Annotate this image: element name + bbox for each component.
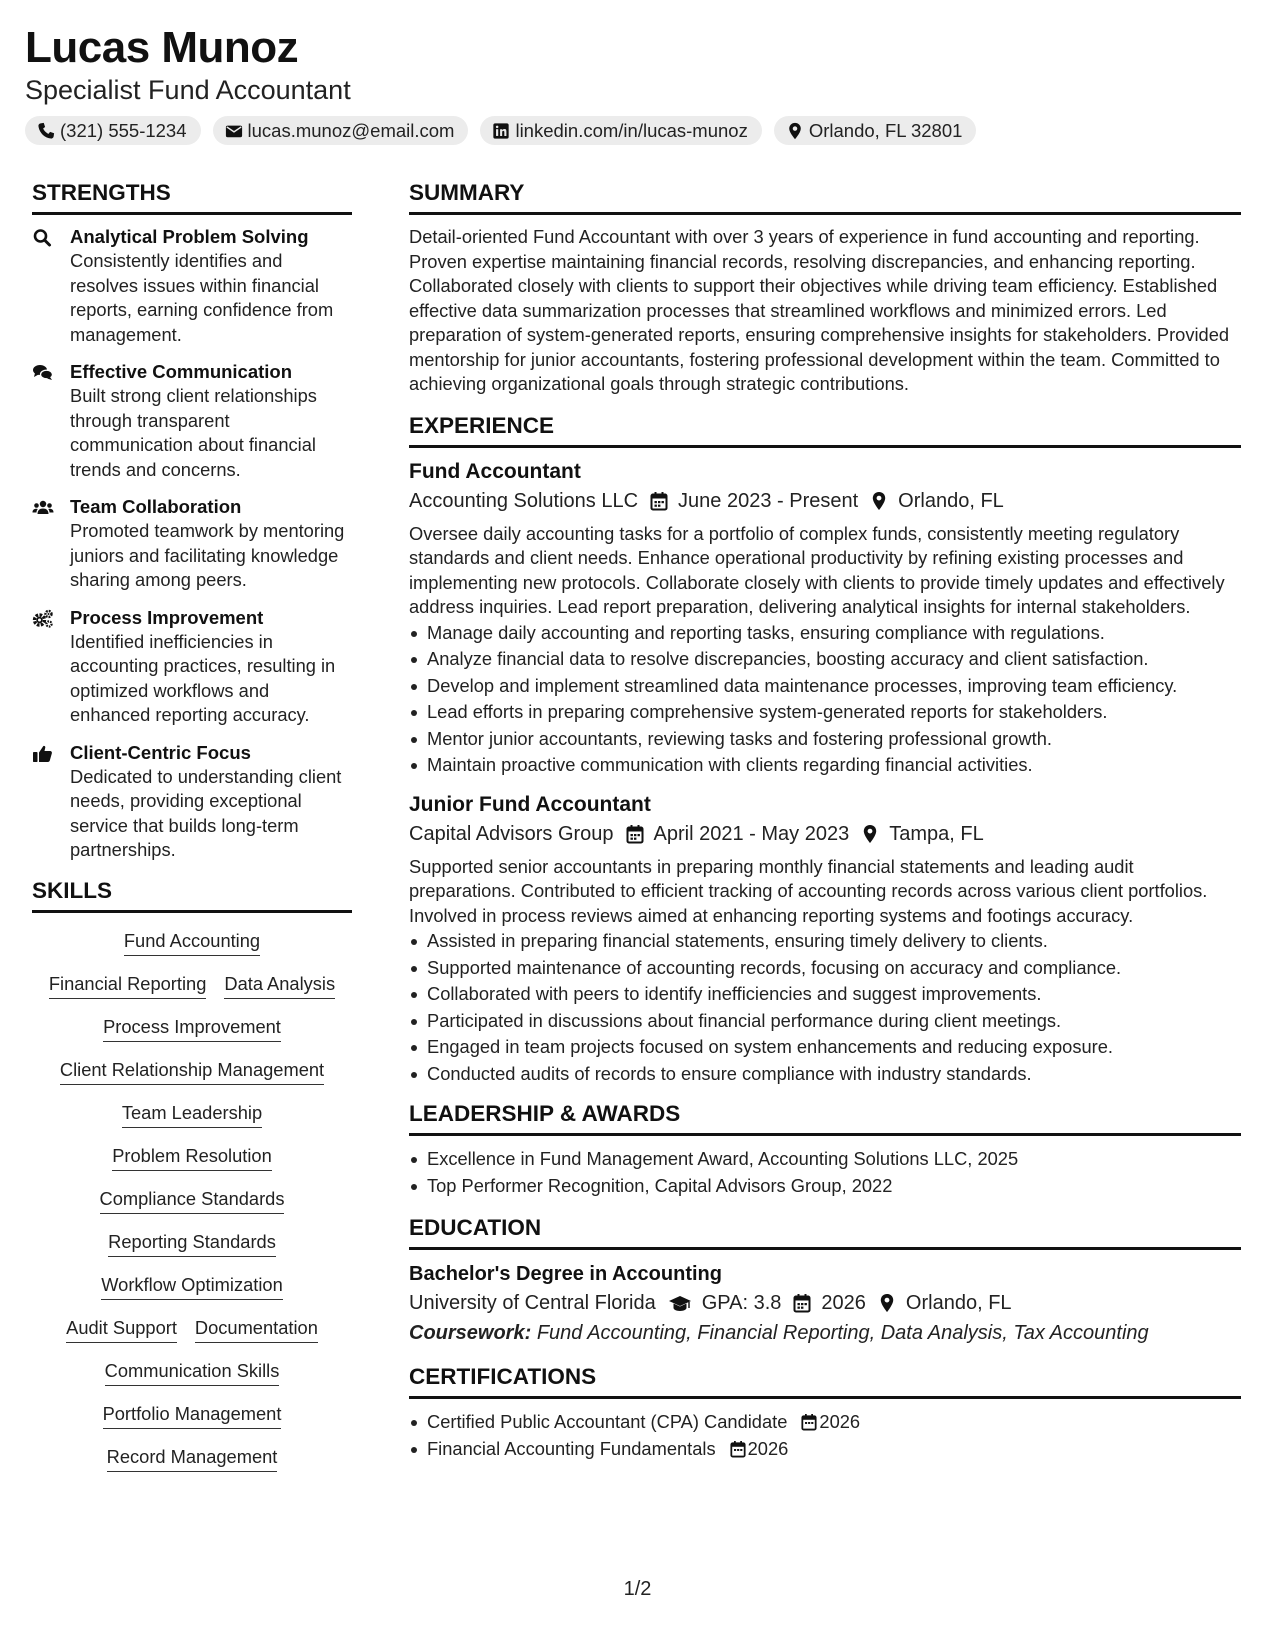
- strength-item: [32, 360, 352, 482]
- skill-tag: Workflow Optimization: [101, 1273, 283, 1300]
- graduation-year: 2026: [821, 1292, 866, 1314]
- location-contact: [774, 116, 977, 145]
- calendar-icon: [650, 491, 668, 511]
- school-location: Orlando, FL: [905, 1292, 1012, 1314]
- calendar-icon: [730, 1440, 746, 1458]
- certification-year: 2026: [747, 1437, 789, 1459]
- skill-tag: Audit Support: [66, 1316, 177, 1343]
- strength-item: [32, 225, 352, 347]
- calendar-icon: [626, 824, 644, 844]
- job-bullets: [409, 620, 1241, 779]
- strength-item: [32, 606, 352, 728]
- location-text: Orlando, FL 32801: [808, 119, 963, 141]
- bullet-item: Participated in discussions about financial performance during client meetings.: [409, 1008, 1241, 1035]
- skill-tag: Client Relationship Management: [60, 1058, 324, 1085]
- bullet-item: Supported maintenance of accounting records, focusing on accuracy and compliance.: [409, 955, 1241, 982]
- left-column: [32, 178, 352, 1472]
- degree-title: Bachelor's Degree in Accounting: [409, 1263, 722, 1285]
- job-dates: June 2023 - Present: [678, 489, 859, 512]
- summary-text: Detail-oriented Fund Accountant with over 3 years of experience in fund accounting and reporting. Proven expertise maintaining financial records, resolving discrepancies, and enhancing reporting. Collaborated closely with clients to support their objectives while driving team efficiency. Established effective data summarization processes that streamlined workflows and minimized errors. Led preparation of system-generated reports, ensuring comprehensive insights for stakeholders. Provided mentorship for junior accountants, fostering professional development within the team. Committed to achieving organizational goals through strategic contributions.: [409, 226, 1230, 394]
- skill-tag: Record Management: [107, 1445, 278, 1472]
- strength-description: Consistently identifies and resolves issues within financial reports, earning confidence from management.: [70, 250, 334, 345]
- certifications-list: [409, 1409, 1241, 1462]
- bullet-item: Mentor junior accountants, reviewing tasks and fostering professional growth.: [409, 726, 1241, 753]
- skill-tag: Data Analysis: [224, 972, 335, 999]
- email-contact[interactable]: [213, 116, 469, 145]
- linkedin-contact[interactable]: [480, 116, 761, 145]
- skill-tag: Compliance Standards: [100, 1187, 285, 1214]
- skill-tag: Team Leadership: [122, 1101, 262, 1128]
- users-icon: [32, 498, 54, 518]
- bullet-item: Analyze financial data to resolve discrepancies, boosting accuracy and client satisfaction.: [409, 646, 1241, 673]
- resume-header: [25, 22, 1250, 145]
- award-item: Excellence in Fund Management Award, Accounting Solutions LLC, 2025: [409, 1146, 1241, 1173]
- search-icon: [32, 228, 54, 248]
- job-bullets: [409, 928, 1241, 1087]
- calendar-icon: [801, 1413, 817, 1431]
- certification-item: [409, 1409, 1241, 1436]
- strength-description: Identified inefficiencies in accounting practices, resulting in optimized workflows and enhanced reporting accuracy.: [70, 630, 336, 725]
- award-item: Top Performer Recognition, Capital Advisors Group, 2022: [409, 1173, 1241, 1200]
- map-pin-icon: [878, 1293, 896, 1313]
- bullet-item: Engaged in team projects focused on system enhancements and reducing exposure.: [409, 1034, 1241, 1061]
- linkedin-icon: [492, 122, 510, 140]
- skills-heading: SKILLS: [32, 876, 352, 913]
- school-name: University of Central Florida: [409, 1292, 656, 1314]
- job-entry: [409, 458, 1241, 779]
- map-pin-icon: [861, 824, 879, 844]
- certification-item: [409, 1436, 1241, 1463]
- skills-list: [32, 923, 352, 1472]
- certification-name: Financial Accounting Fundamentals: [427, 1437, 716, 1459]
- map-pin-icon: [870, 491, 888, 511]
- calendar-icon: [793, 1293, 811, 1313]
- awards-heading: LEADERSHIP & AWARDS: [409, 1099, 1241, 1136]
- education-heading: EDUCATION: [409, 1213, 1241, 1250]
- strength-item: [32, 741, 352, 863]
- skill-tag: Process Improvement: [103, 1015, 281, 1042]
- bullet-item: Conducted audits of records to ensure compliance with industry standards.: [409, 1061, 1241, 1088]
- job-entry: [409, 791, 1241, 1088]
- coursework: [409, 1318, 1241, 1348]
- strength-title: Process Improvement: [70, 606, 264, 628]
- experience-heading: EXPERIENCE: [409, 411, 1241, 448]
- page-number: 1/2: [623, 1578, 652, 1600]
- strength-item: [32, 495, 352, 593]
- job-title: Junior Fund Accountant: [409, 792, 651, 816]
- job-location: Tampa, FL: [889, 822, 984, 845]
- skill-tag: Reporting Standards: [108, 1230, 276, 1257]
- job-title: Fund Accountant: [409, 459, 581, 483]
- strengths-heading: STRENGTHS: [32, 178, 352, 215]
- company-name: Capital Advisors Group: [409, 822, 614, 845]
- certifications-heading: CERTIFICATIONS: [409, 1362, 1241, 1399]
- coursework-list: Fund Accounting, Financial Reporting, Data Analysis, Tax Accounting: [536, 1322, 1149, 1344]
- strength-title: Team Collaboration: [70, 496, 242, 517]
- strength-title: Effective Communication: [70, 361, 293, 382]
- phone-contact[interactable]: [25, 116, 201, 145]
- job-meta: [409, 486, 1241, 516]
- job-location: Orlando, FL: [898, 489, 1004, 512]
- skill-tag: Problem Resolution: [112, 1144, 272, 1171]
- email-text: lucas.munoz@email.com: [247, 119, 455, 141]
- skill-tag: Documentation: [195, 1316, 318, 1343]
- bullet-item: Maintain proactive communication with clients regarding financial activities.: [409, 752, 1241, 779]
- thumbs-up-icon: [32, 744, 54, 764]
- skill-tag: Fund Accounting: [124, 929, 260, 956]
- strength-title: Client-Centric Focus: [70, 741, 251, 763]
- gears-icon: [32, 609, 54, 629]
- summary-heading: SUMMARY: [409, 178, 1241, 215]
- gpa-text: GPA: 3.8: [701, 1292, 782, 1314]
- job-meta: [409, 819, 1241, 849]
- graduation-cap-icon: [668, 1293, 692, 1313]
- strength-description: Promoted teamwork by mentoring juniors and facilitating knowledge sharing among peers.: [70, 520, 345, 590]
- phone-text: (321) 555-1234: [60, 119, 187, 141]
- right-column: [409, 178, 1241, 1462]
- comments-icon: [32, 363, 54, 383]
- candidate-name: Lucas Munoz: [25, 23, 299, 72]
- education-meta: [409, 1288, 1241, 1318]
- strength-title: Analytical Problem Solving: [70, 226, 309, 247]
- bullet-item: Assisted in preparing financial statements, ensuring timely delivery to clients.: [409, 928, 1241, 955]
- bullet-item: Collaborated with peers to identify inefficiencies and suggest improvements.: [409, 981, 1241, 1008]
- awards-list: [409, 1146, 1241, 1199]
- bullet-item: Manage daily accounting and reporting tasks, ensuring compliance with regulations.: [409, 620, 1241, 647]
- strength-description: Dedicated to understanding client needs, providing exceptional service that builds long-term partnerships.: [70, 765, 342, 860]
- skill-tag: Financial Reporting: [49, 972, 207, 999]
- bullet-item: Develop and implement streamlined data maintenance processes, improving team efficiency.: [409, 673, 1241, 700]
- strength-description: Built strong client relationships through transparent communication about financial trends and concerns.: [70, 385, 317, 480]
- bullet-item: Lead efforts in preparing comprehensive system-generated reports for stakeholders.: [409, 699, 1241, 726]
- coursework-label: Coursework:: [409, 1322, 532, 1344]
- job-description: Oversee daily accounting tasks for a portfolio of complex funds, consistently meeting regulatory standards and client needs. Enhance operational productivity by refining existing processes and implementing new protocols. Collaborate closely with clients to provide timely updates and effectively address inquiries. Lead report preparation, delivering analytical insights for internal stakeholders.: [409, 522, 1225, 617]
- skill-tag: Portfolio Management: [103, 1402, 282, 1429]
- job-dates: April 2021 - May 2023: [653, 822, 850, 845]
- job-description: Supported senior accountants in preparing monthly financial statements and leading audit preparations. Contributed to efficient tracking of accounting records across various client portfolios. Involved in process reviews aimed at enhancing reporting systems and footings accuracy.: [409, 855, 1208, 926]
- map-pin-icon: [786, 122, 804, 140]
- certification-year: 2026: [819, 1411, 861, 1432]
- linkedin-text: linkedin.com/in/lucas-munoz: [515, 119, 748, 141]
- candidate-title: Specialist Fund Accountant: [25, 75, 351, 105]
- phone-icon: [37, 122, 55, 140]
- skill-tag: Communication Skills: [105, 1359, 280, 1386]
- envelope-icon: [225, 122, 243, 140]
- certification-name: Certified Public Accountant (CPA) Candidate: [427, 1411, 788, 1432]
- company-name: Accounting Solutions LLC: [409, 489, 639, 512]
- contact-bar: [25, 116, 1250, 145]
